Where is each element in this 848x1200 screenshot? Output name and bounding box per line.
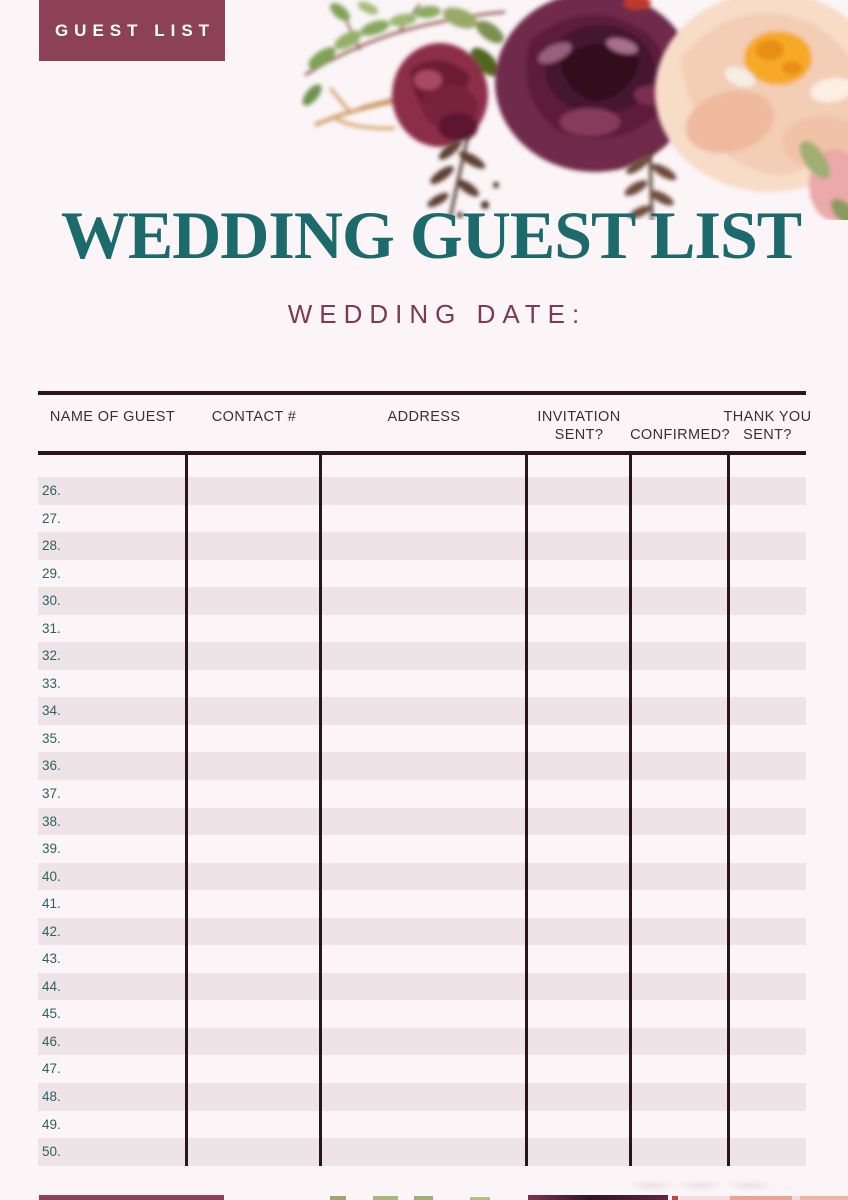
column-header-name: NAME OF GUEST	[49, 409, 176, 425]
table-row	[38, 505, 806, 533]
row-number: 48.	[42, 1089, 61, 1105]
column-header-confirmed: CONFIRMED?	[630, 427, 730, 443]
table-lead-space	[38, 455, 806, 477]
row-number: 41.	[42, 896, 61, 912]
page-title: WEDDING GUEST LIST	[60, 197, 802, 273]
table-row	[38, 642, 806, 670]
row-number: 39.	[42, 841, 61, 857]
table-header-row	[38, 395, 812, 451]
row-number: 27.	[42, 510, 61, 526]
table-row	[38, 808, 806, 836]
column-divider	[727, 455, 730, 1166]
row-number: 32.	[42, 648, 61, 664]
row-number: 35.	[42, 730, 61, 746]
row-number: 37.	[42, 786, 61, 802]
row-number: 26.	[42, 483, 61, 498]
table-row	[38, 863, 806, 891]
row-number: 50.	[42, 1144, 61, 1160]
watermark: www.	[636, 1177, 813, 1192]
row-number: 40.	[42, 868, 61, 884]
column-divider	[319, 455, 322, 1166]
guest-table	[38, 391, 812, 1166]
table-row	[38, 945, 806, 973]
table-row	[38, 1055, 806, 1083]
next-page-badge-edge	[39, 1195, 224, 1200]
column-header-thank-you-sent: THANK YOU SENT?	[723, 409, 812, 443]
row-number: 29.	[42, 565, 61, 581]
row-number: 45.	[42, 1006, 61, 1022]
row-number: 44.	[42, 978, 61, 994]
row-number: 38.	[42, 813, 61, 829]
next-page-floral-edge	[672, 1196, 678, 1200]
table-row	[38, 1028, 806, 1056]
table-row	[38, 918, 806, 946]
guest-list-badge	[39, 0, 225, 61]
row-number: 30.	[42, 593, 61, 609]
column-header-address: ADDRESS	[387, 409, 461, 425]
row-number: 31.	[42, 620, 61, 636]
table-row	[38, 1083, 806, 1111]
table-row	[38, 835, 806, 863]
row-number: 49.	[42, 1116, 61, 1132]
table-row	[38, 697, 806, 725]
next-page-floral-edge	[373, 1196, 398, 1200]
column-divider	[185, 455, 188, 1166]
next-page-floral-edge	[414, 1196, 433, 1200]
row-number: 47.	[42, 1061, 61, 1077]
table-row	[38, 587, 806, 615]
row-number: 46.	[42, 1033, 61, 1049]
table-row	[38, 752, 806, 780]
row-number: 36.	[42, 758, 61, 774]
table-row	[38, 670, 806, 698]
wedding-date-label: WEDDING DATE:	[287, 299, 587, 329]
table-row	[38, 477, 806, 505]
column-divider	[525, 455, 528, 1166]
table-row	[38, 1111, 806, 1139]
table-row	[38, 615, 806, 643]
floral-decoration	[300, 0, 848, 220]
table-row	[38, 1000, 806, 1028]
table-row	[38, 1138, 806, 1166]
row-number: 28.	[42, 538, 61, 554]
row-number: 43.	[42, 951, 61, 967]
row-number: 34.	[42, 703, 61, 719]
table-row	[38, 973, 806, 1001]
burgundy-rose-art	[392, 43, 504, 147]
table-rows	[38, 477, 806, 1166]
column-header-contact: CONTACT #	[211, 409, 297, 425]
next-page-floral-edge	[730, 1196, 792, 1200]
column-divider	[629, 455, 632, 1166]
row-number: 33.	[42, 675, 61, 691]
guest-list-badge-label: GUEST LIST	[54, 20, 216, 40]
next-page-floral-edge	[528, 1195, 668, 1200]
table-row	[38, 532, 806, 560]
table-body	[38, 455, 806, 1166]
column-header-invitation-sent: INVITATION SENT?	[537, 409, 621, 443]
table-row	[38, 725, 806, 753]
table-row	[38, 890, 806, 918]
table-row	[38, 560, 806, 588]
next-page-floral-edge	[800, 1196, 848, 1200]
table-row	[38, 780, 806, 808]
row-number: 42.	[42, 923, 61, 939]
next-page-floral-edge	[330, 1196, 346, 1200]
